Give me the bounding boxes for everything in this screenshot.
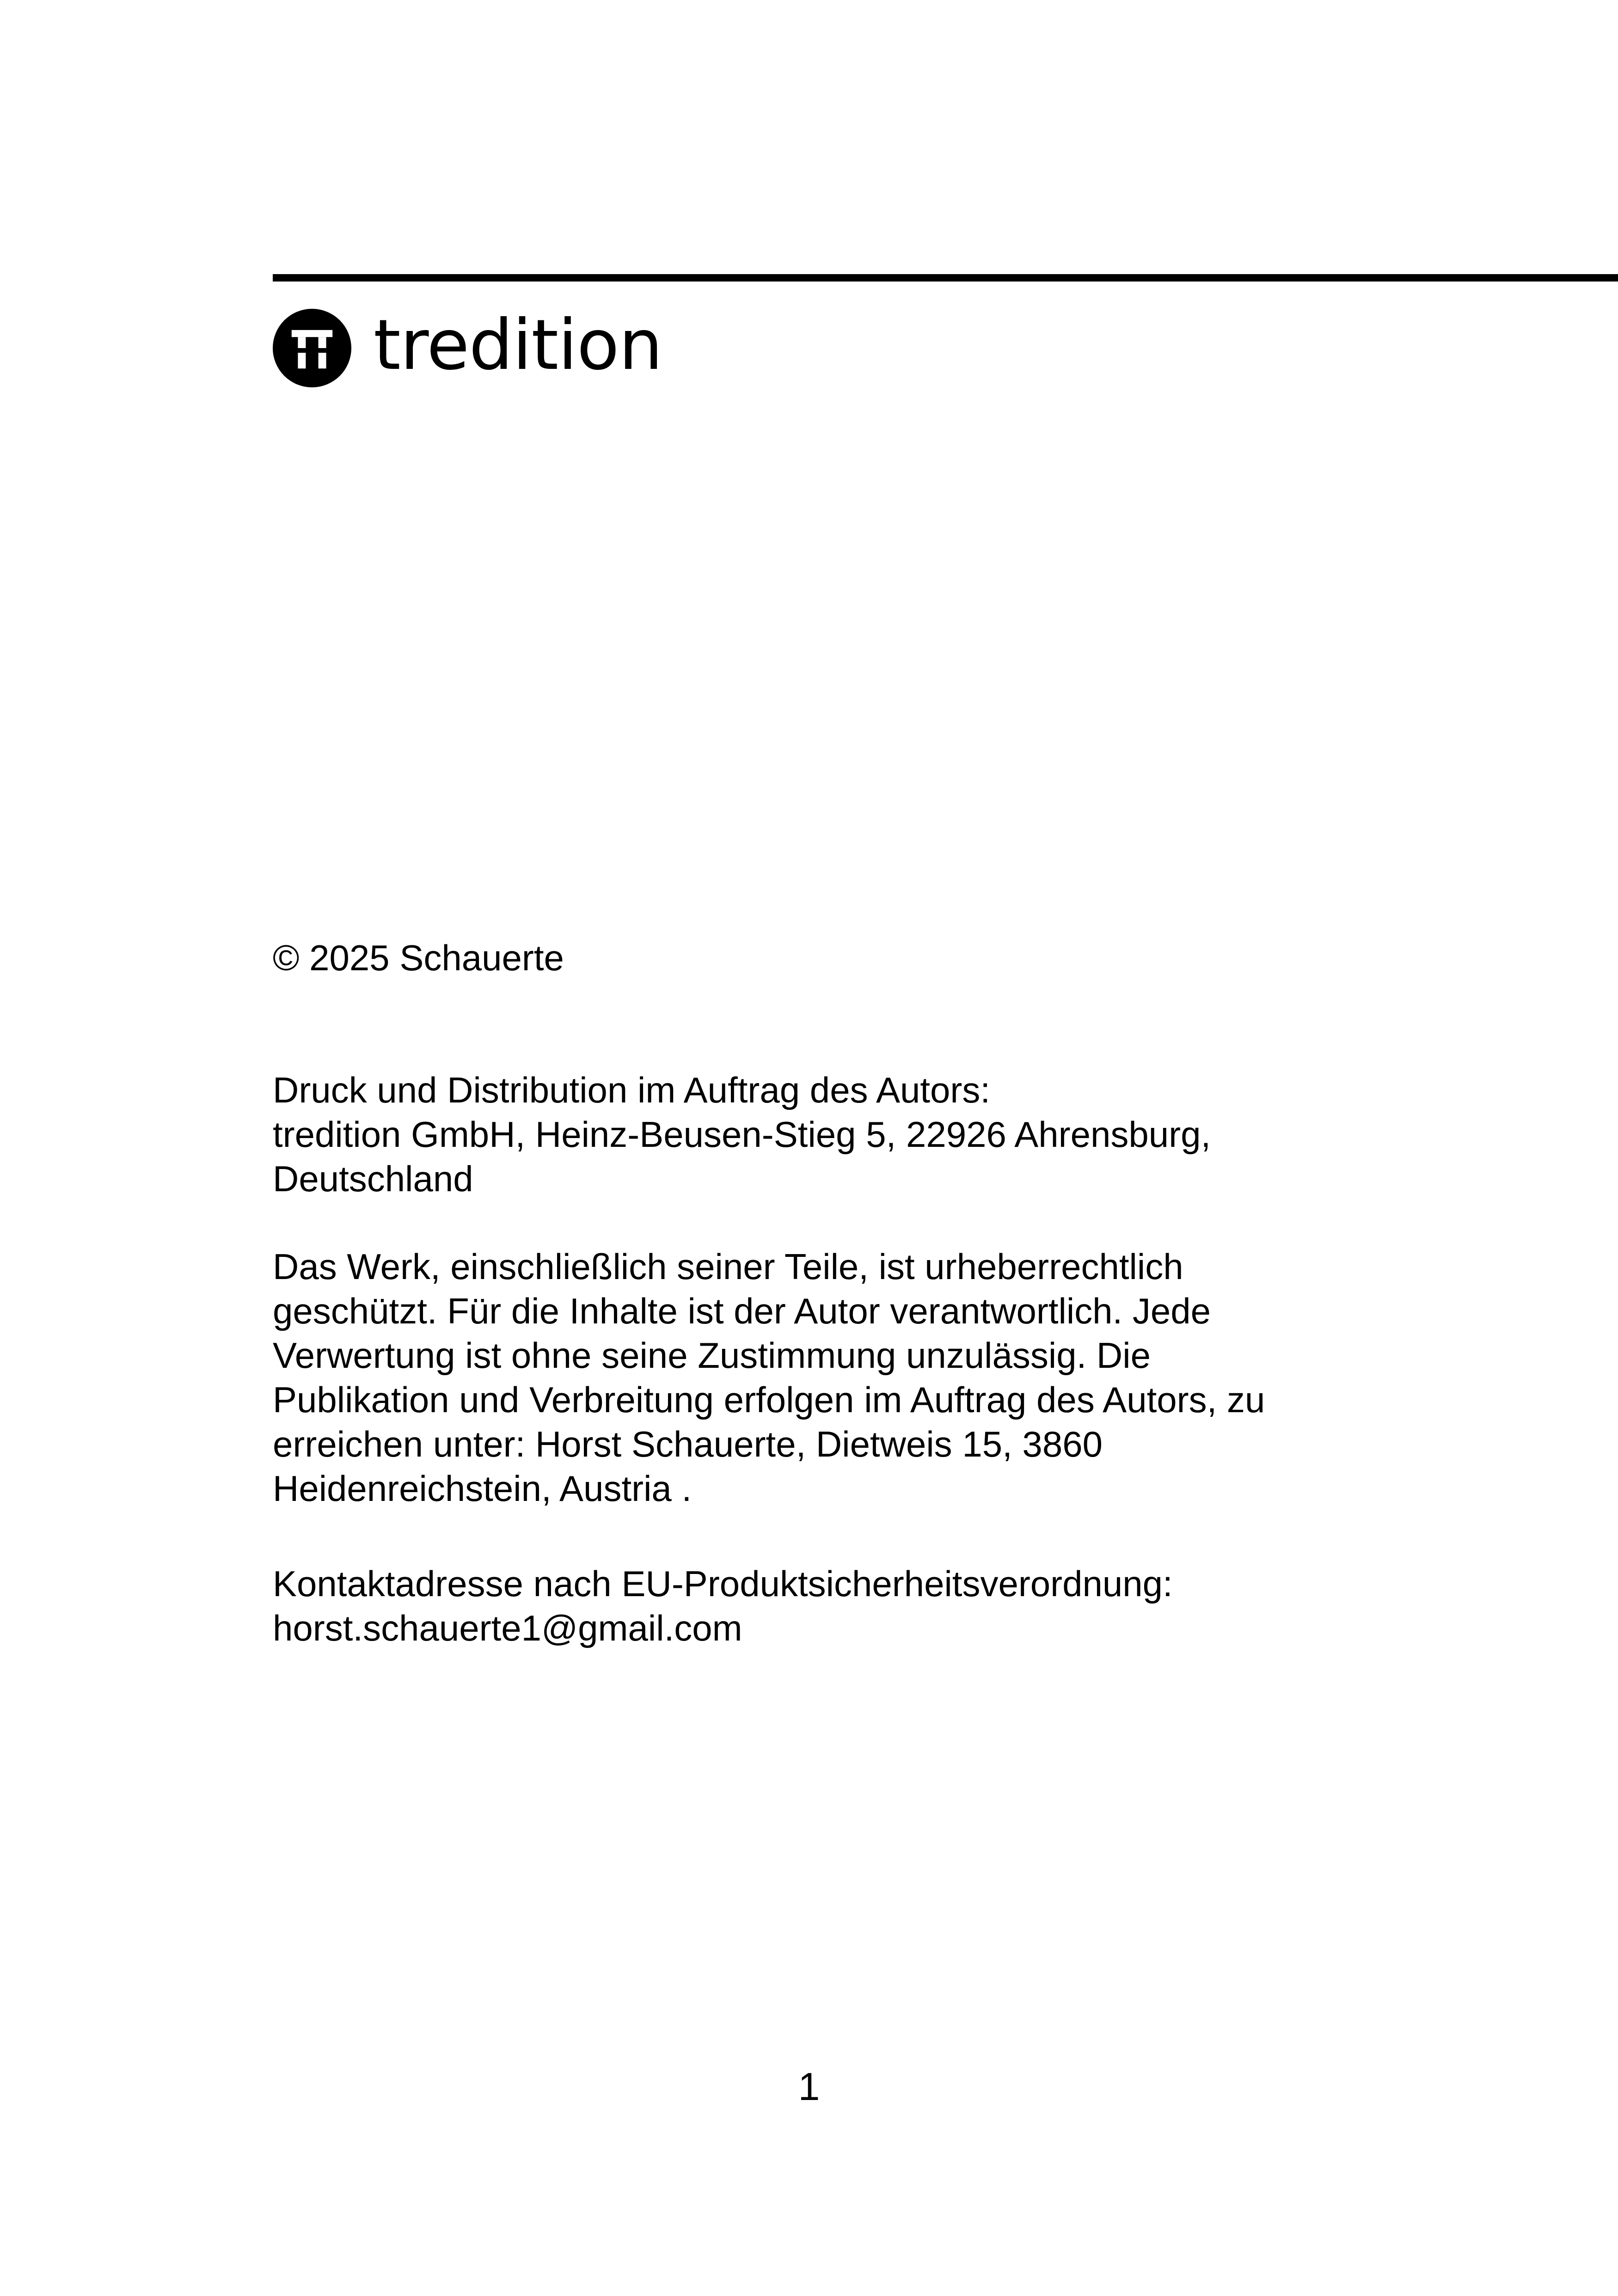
publisher-name: tredition [374,305,662,386]
legal-notice-line: geschützt. Für die Inhalte ist der Autor verantwortlich. Jede [273,1291,1211,1331]
print-distribution-line: Druck und Distribution im Auftrag des Autors: [273,1070,991,1110]
contact-email: horst.schauerte1@gmail.com [273,1608,742,1648]
print-distribution-block [273,1068,1211,1201]
copyright-notice: © 2025 Schauerte [273,937,564,978]
legal-notice-line: Verwertung ist ohne seine Zustimmung unzulässig. Die [273,1335,1151,1376]
print-distribution-line: tredition GmbH, Heinz-Beusen-Stieg 5, 22926 Ahrensburg, [273,1114,1211,1155]
legal-notice-line: erreichen unter: Horst Schauerte, Dietweis 15, 3860 [273,1424,1103,1464]
legal-notice-block [273,1244,1265,1511]
header-rule [273,274,1618,282]
publisher-brand [273,306,662,390]
print-distribution-line: Deutschland [273,1158,473,1199]
page-number: 1 [798,2065,820,2108]
tredition-logo-icon [273,309,351,387]
legal-notice-line: Das Werk, einschließlich seiner Teile, ist urheberrechtlich [273,1246,1183,1287]
contact-label: Kontaktadresse nach EU-Produktsicherheitsverordnung: [273,1563,1173,1604]
legal-notice-line: Publikation und Verbreitung erfolgen im Auftrag des Autors, zu [273,1379,1265,1420]
contact-block [273,1561,1173,1650]
legal-notice-line: Heidenreichstein, Austria . [273,1468,692,1509]
